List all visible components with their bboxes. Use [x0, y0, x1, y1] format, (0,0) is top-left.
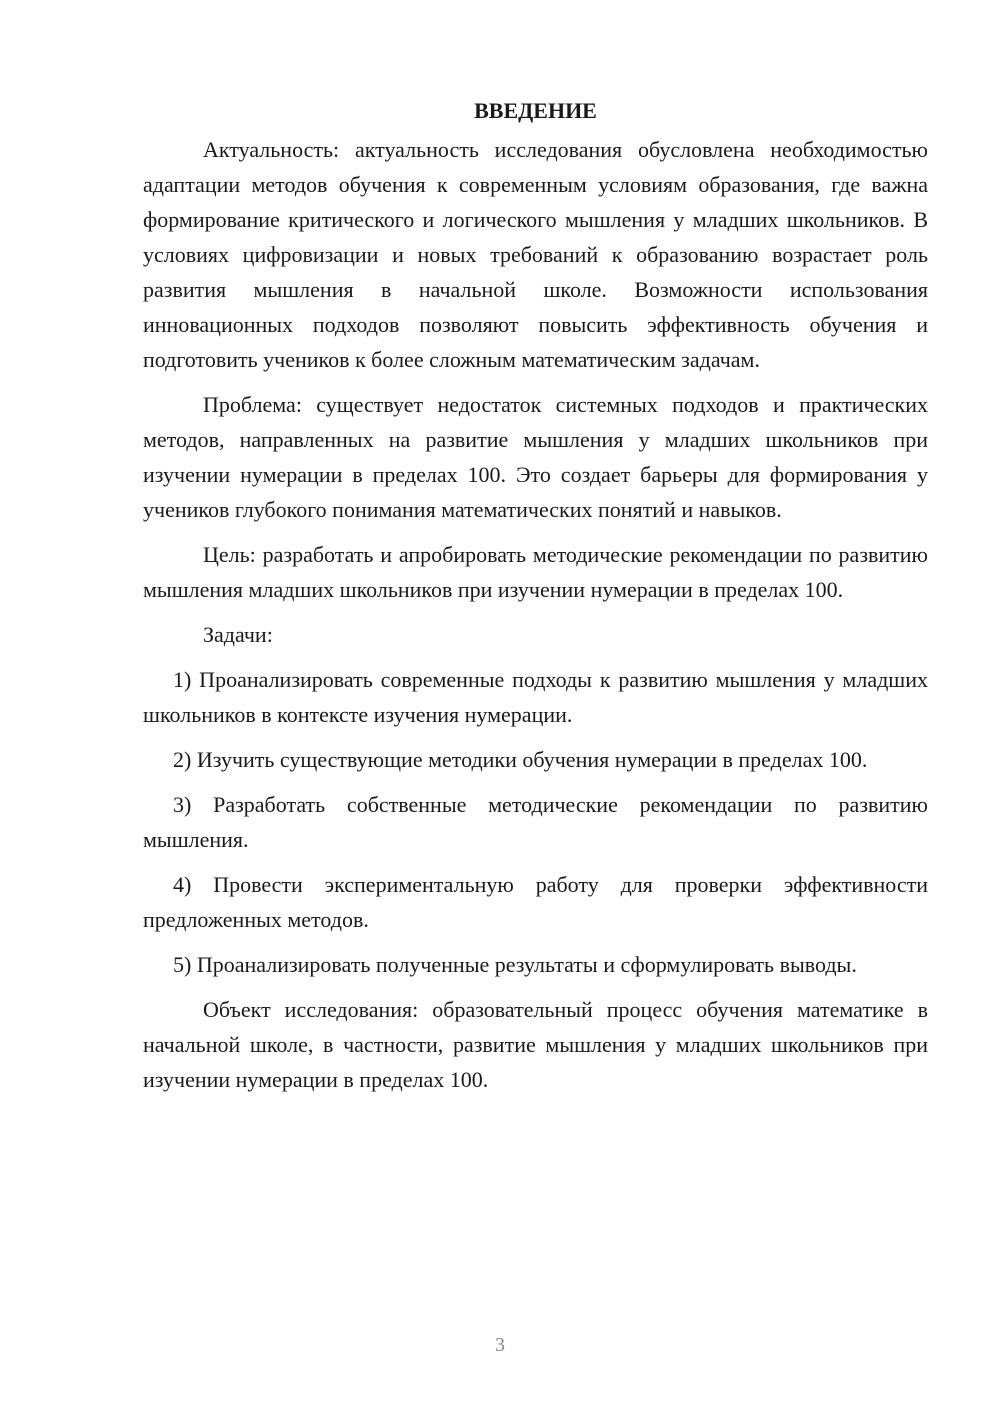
page-content [143, 93, 928, 1097]
task-item-4: 4) Провести экспериментальную работу для проверки эффективности предложенных методов. [143, 872, 928, 932]
paragraph-problem: Проблема: существует недостаток системных подходов и практических методов, направленных на развитие мышления у младших школьников при изучении нумерации в пределах 100. Это создает барьеры для формирования у учеников глубокого понимания математических понятий и навыков. [143, 392, 928, 522]
task-item-5: 5) Проанализировать полученные результаты и сформулировать выводы. [173, 952, 857, 977]
task-item-3: 3) Разработать собственные методические рекомендации по развитию мышления. [143, 792, 928, 852]
paragraph-object: Объект исследования: образовательный процесс обучения математике в начальной школе, в частности, развитие мышления у младших школьников при изучении нумерации в пределах 100. [143, 997, 928, 1092]
page-title: ВВЕДЕНИЕ [474, 98, 597, 123]
task-item-1: 1) Проанализировать современные подходы к развитию мышления у младших школьников в контексте изучения нумерации. [143, 667, 928, 727]
paragraph-relevance: Актуальность: актуальность исследования обусловлена необходимостью адаптации методов обучения к современным условиям образования, где важна формирование критического и логического мышления у младших школьников. В условиях цифровизации и новых требований к образованию возрастает роль развития мышления в начальной школе. Возможности использования инновационных подходов позволяют повысить эффективность обучения и подготовить учеников к более сложным математическим задачам. [143, 137, 928, 372]
tasks-heading: Задачи: [203, 622, 273, 647]
paragraph-goal: Цель: разработать и апробировать методические рекомендации по развитию мышления младших школьников при изучении нумерации в пределах 100. [143, 542, 928, 602]
page-number: 3 [495, 1334, 505, 1356]
task-item-2: 2) Изучить существующие методики обучения нумерации в пределах 100. [173, 747, 868, 772]
